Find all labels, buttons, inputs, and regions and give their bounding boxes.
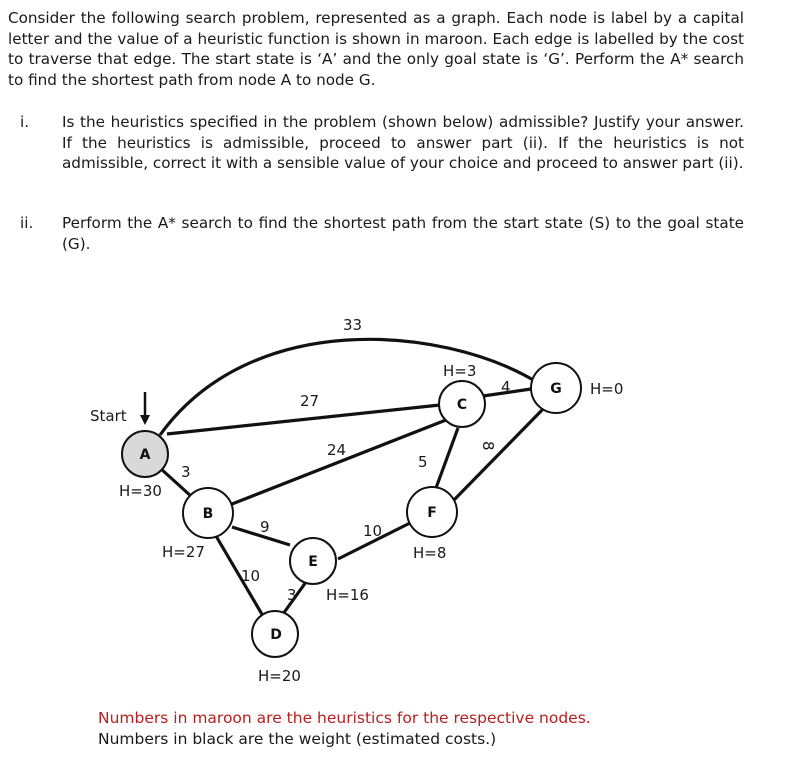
heuristic-d: H=20 — [258, 667, 301, 685]
legend — [98, 708, 591, 750]
weight-d-e: 3 — [287, 586, 297, 604]
weight-b-e: 9 — [260, 518, 270, 536]
legend-black-note: Numbers in black are the weight (estimated costs.) — [98, 730, 497, 748]
weight-e-f: 10 — [363, 522, 383, 540]
edge-f-c — [436, 428, 458, 488]
heuristic-f: H=8 — [413, 544, 447, 562]
heuristic-c: H=3 — [443, 362, 477, 380]
weight-b-c: 24 — [327, 441, 347, 459]
heuristic-b: H=27 — [162, 543, 205, 561]
node-c-label: C — [456, 397, 468, 413]
question-ii-text: Perform the A* search to find the shortest path from the start state (S) to the goal state (G). — [62, 214, 744, 253]
weight-a-g: 33 — [343, 316, 363, 334]
heuristic-g: H=0 — [590, 380, 624, 398]
start-label: Start — [90, 407, 127, 425]
weight-f-g: 8 — [479, 441, 497, 451]
weight-a-c: 27 — [300, 392, 320, 410]
node-d-label: D — [270, 627, 282, 643]
question-i-number: i. — [20, 113, 30, 131]
node-e-label: E — [308, 554, 318, 570]
problem-intro: Consider the following search problem, represented as a graph. Each node is label by a capital letter and the value of a heuristic function is shown in maroon. Each edge is labelled by the cost to traverse that edge. The start state is ‘A’ and the only goal state is ‘G’. Perform the A* search to find the shortest path from node A to node G. — [8, 9, 744, 89]
question-i-text: Is the heuristics specified in the problem (shown below) admissible? Justify your answer. If the heuristics is admissible, proceed to answer part (ii). If the heuristics is not admissible, correct it with a sensible value of your choice and proceed to answer part (ii). — [62, 113, 744, 172]
heuristic-e: H=16 — [326, 586, 369, 604]
question-ii-number: ii. — [20, 214, 34, 232]
edge-b-c — [232, 420, 446, 504]
weight-a-b: 3 — [181, 463, 191, 481]
weight-b-d: 10 — [241, 567, 261, 585]
heuristic-a: H=30 — [119, 482, 162, 500]
node-b-label: B — [202, 506, 214, 522]
node-f-label: F — [427, 505, 437, 521]
node-a-label: A — [139, 447, 151, 463]
weight-c-g: 4 — [501, 378, 511, 396]
node-g-label: G — [550, 381, 562, 397]
legend-maroon-note: Numbers in maroon are the heuristics for the respective nodes. — [98, 709, 591, 727]
weight-f-c: 5 — [418, 453, 428, 471]
